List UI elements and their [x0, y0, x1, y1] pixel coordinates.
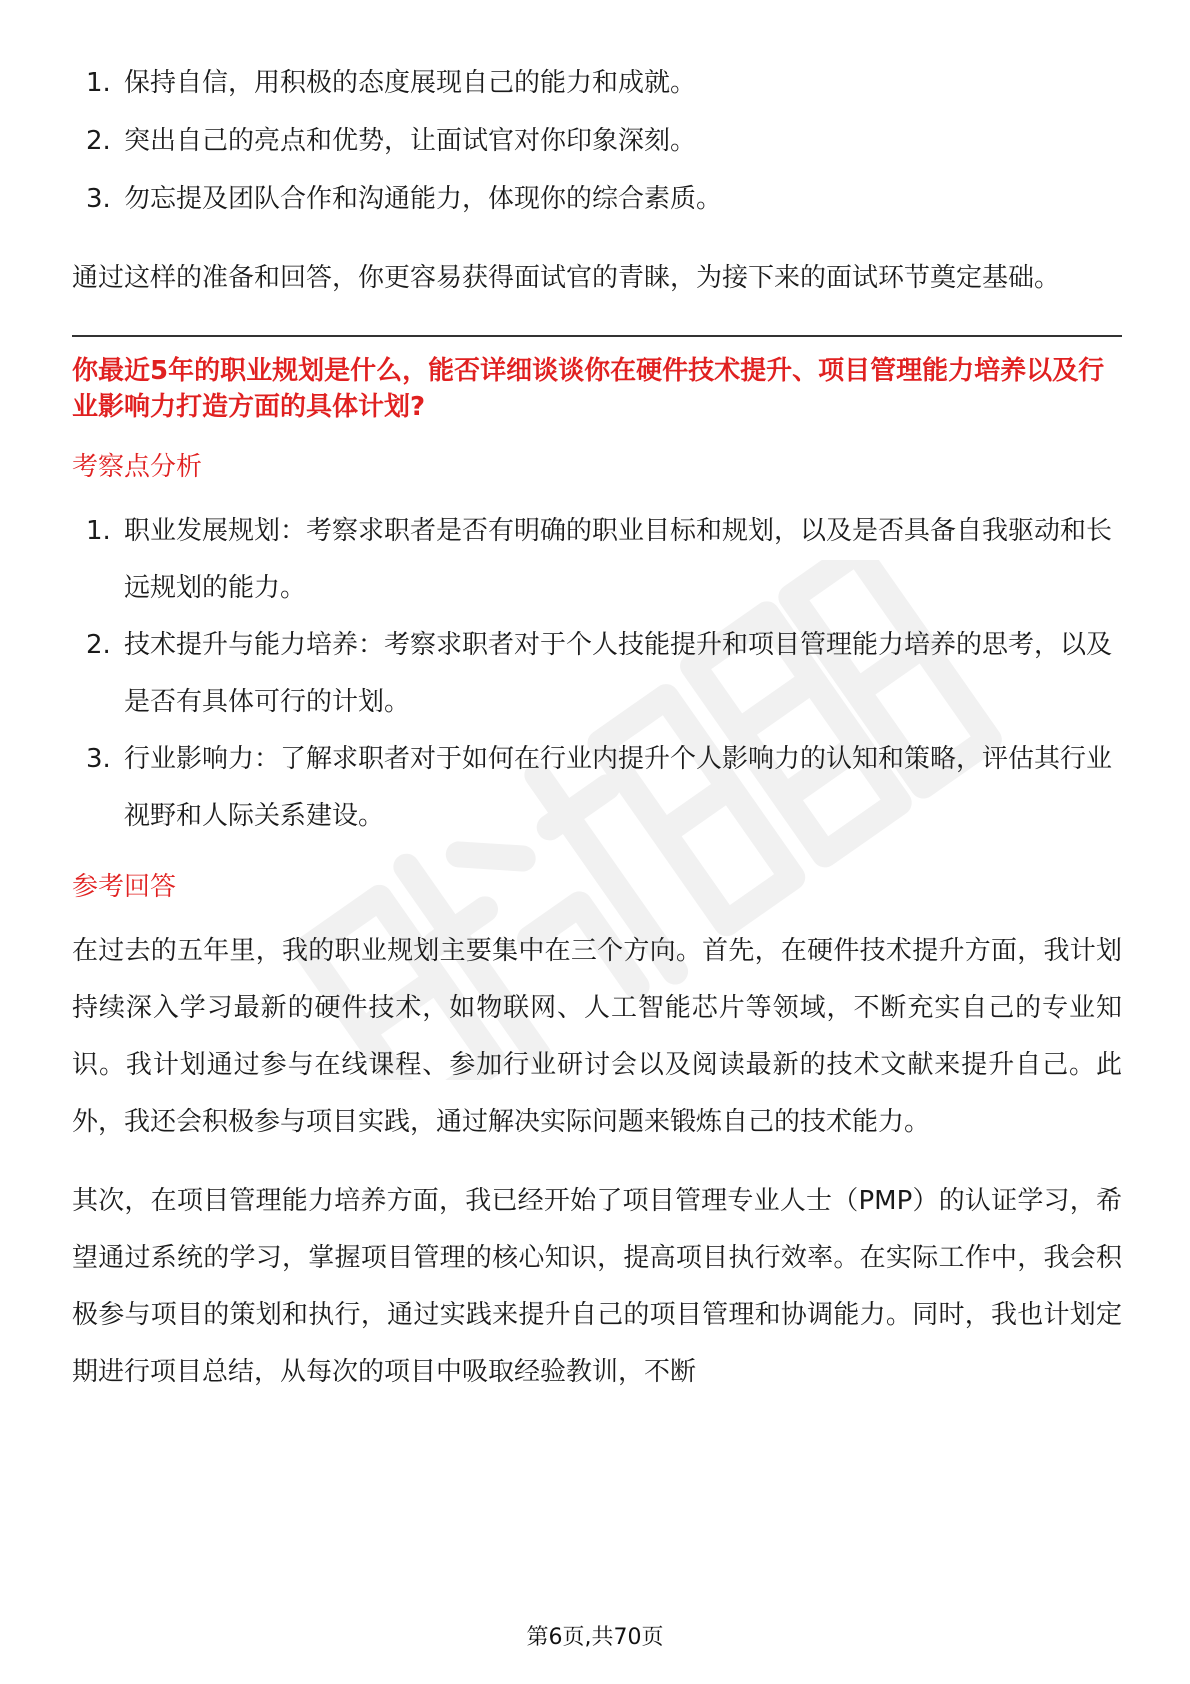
list-text: 保持自信，用积极的态度展现自己的能力和成就。 — [124, 68, 697, 98]
list-item — [72, 112, 1122, 170]
list-number: 2. — [86, 630, 111, 660]
content-area — [72, 54, 1122, 1401]
conclusion-paragraph: 通过这样的准备和回答，你更容易获得面试官的青睐，为接下来的面试环节奠定基础。 — [72, 263, 1061, 293]
section-divider — [72, 335, 1122, 337]
answer-paragraph: 其次，在项目管理能力培养方面，我已经开始了项目管理专业人士（PMP）的认证学习，希望通过系统的学习，掌握项目管理的核心知识，提高项目执行效率。在实际工作中，我会积极参与项目的策划和执行，通过实践来提升自己的项目管理和协调能力。同时，我也计划定期进行项目总结，从每次的项目中吸取经验教训，不断 — [72, 1186, 1122, 1387]
page-footer: 第6页,共70页 — [526, 1625, 664, 1650]
list-text: 勿忘提及团队合作和沟通能力，体现你的综合素质。 — [124, 184, 723, 214]
interview-question: 你最近5年的职业规划是什么，能否详细谈谈你在硬件技术提升、项目管理能力培养以及行业影响力打造方面的具体计划? — [72, 356, 1105, 422]
list-text: 行业影响力：了解求职者对于如何在行业内提升个人影响力的认知和策略，评估其行业视野和人际关系建设。 — [124, 744, 1113, 831]
list-number: 1. — [86, 516, 111, 546]
list-number: 1. — [86, 68, 111, 98]
list-item — [72, 617, 1122, 731]
list-item — [72, 54, 1122, 112]
list-item — [72, 170, 1122, 228]
answer-heading: 参考回答 — [72, 872, 177, 902]
list-number: 3. — [86, 744, 111, 774]
analysis-list — [72, 503, 1122, 845]
list-item — [72, 731, 1122, 845]
list-text: 职业发展规划：考察求职者是否有明确的职业目标和规划，以及是否具备自我驱动和长远规划的能力。 — [124, 516, 1113, 603]
tips-list — [72, 54, 1122, 228]
list-text: 突出自己的亮点和优势，让面试官对你印象深刻。 — [124, 126, 697, 156]
list-number: 2. — [86, 126, 111, 156]
list-text: 技术提升与能力培养：考察求职者对于个人技能提升和项目管理能力培养的思考，以及是否有具体可行的计划。 — [124, 630, 1113, 717]
list-item — [72, 503, 1122, 617]
answer-paragraph: 在过去的五年里，我的职业规划主要集中在三个方向。首先，在硬件技术提升方面，我计划持续深入学习最新的硬件技术，如物联网、人工智能芯片等领域，不断充实自己的专业知识。我计划通过参与在线课程、参加行业研讨会以及阅读最新的技术文献来提升自己。此外，我还会积极参与项目实践，通过解决实际问题来锻炼自己的技术能力。 — [72, 936, 1122, 1137]
analysis-heading: 考察点分析 — [72, 452, 203, 482]
list-number: 3. — [86, 184, 111, 214]
